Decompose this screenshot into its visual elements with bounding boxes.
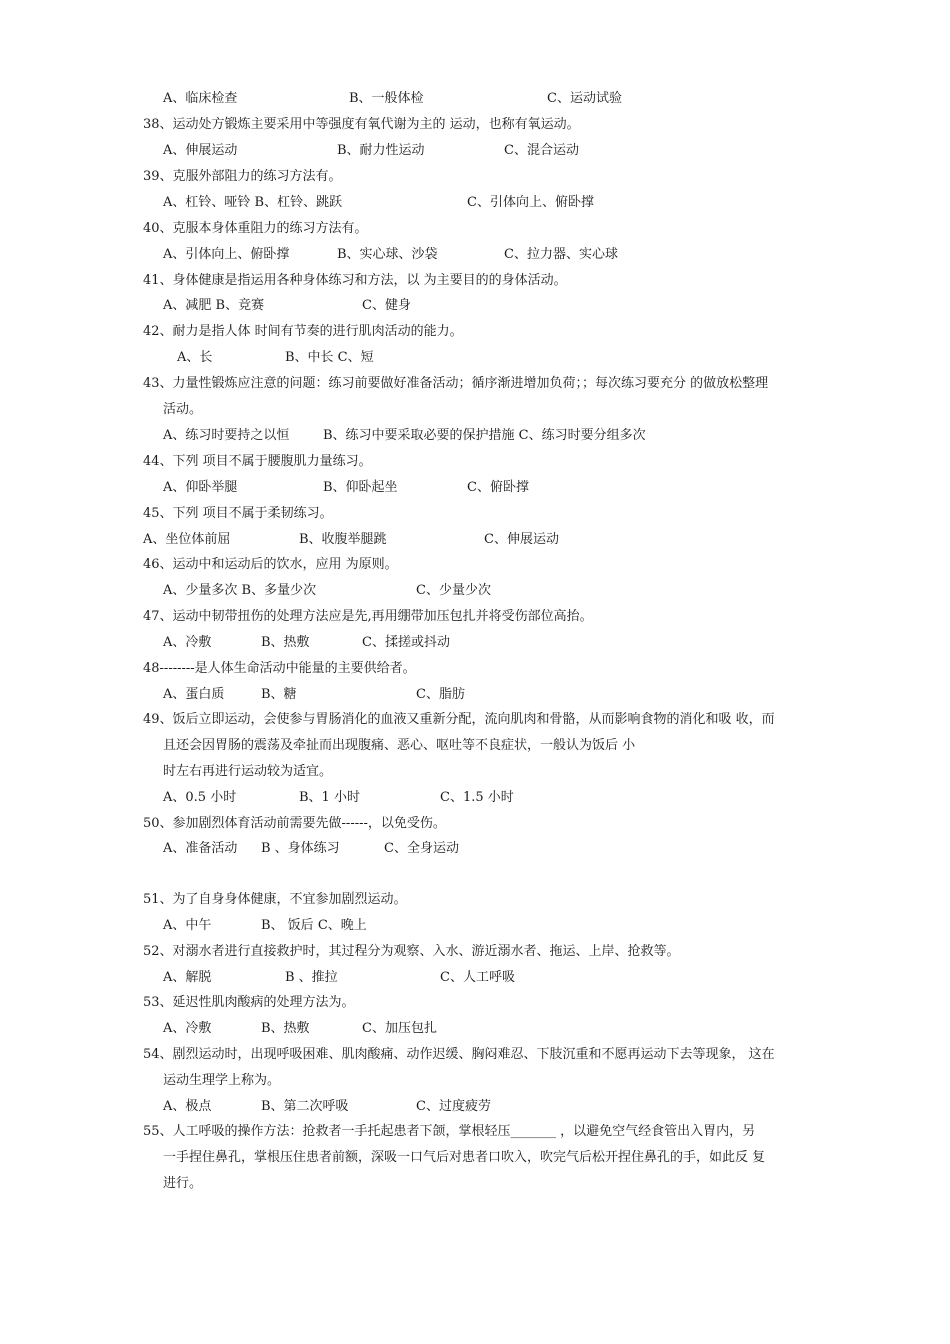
text-line <box>0 1045 950 1065</box>
line-text: 49、饭后立即运动，会使参与胃肠消化的血液又重新分配，流向肌肉和骨骼，从而影响食物的消化和吸 收，而 <box>143 712 775 727</box>
line-text: 50、参加剧烈体育活动前需要先做------，以免受伤。 <box>143 816 446 831</box>
text-line <box>0 581 950 601</box>
text-line <box>0 426 950 446</box>
text-line <box>0 296 950 316</box>
text-line <box>0 814 950 834</box>
line-text: 41、身体健康是指运用各种身体练习和方法，以 为主要目的的身体活动。 <box>143 273 567 288</box>
option-text: B、练习中要采取必要的保护措施 C、练习时要分组多次 <box>323 428 646 443</box>
text-line <box>0 633 950 653</box>
option-text: C、运动试验 <box>547 91 622 106</box>
line-text: A、蛋白质 <box>163 687 225 702</box>
option-text: C、俯卧撑 <box>467 480 529 495</box>
line-text: 时左右再进行运动较为适宜。 <box>163 764 333 779</box>
text-line <box>0 1174 950 1194</box>
option-text: B、热敷 <box>261 1021 310 1036</box>
option-text: C、引体向上、俯卧撑 <box>467 195 594 210</box>
text-line <box>0 271 950 291</box>
line-text: A、坐位体前屈 <box>143 532 231 547</box>
option-text: C、全身运动 <box>384 841 459 856</box>
option-text: B、耐力性运动 <box>337 143 425 158</box>
text-line <box>0 1122 950 1142</box>
line-text: 52、对溺水者进行直接救护时，其过程分为观察、入水、游近溺水者、拖运、上岸、抢救等。 <box>143 944 680 959</box>
option-text: C、健身 <box>362 298 411 313</box>
text-line <box>0 736 950 756</box>
line-text: 51、为了自身身体健康，不宜参加剧烈运动。 <box>143 892 407 907</box>
line-text: 45、下列 项目不属于柔韧练习。 <box>143 506 333 521</box>
line-text: A、极点 <box>163 1099 212 1114</box>
option-text: B、中长 C、短 <box>285 350 374 365</box>
text-line <box>0 685 950 705</box>
option-text: C、混合运动 <box>504 143 579 158</box>
line-text: A、伸展运动 <box>163 143 238 158</box>
option-text: B、糖 <box>261 687 297 702</box>
option-text: C、加压包扎 <box>362 1021 437 1036</box>
line-text: 42、耐力是指人体 时间有节奏的进行肌肉活动的能力。 <box>143 324 463 339</box>
option-text: B、实心球、沙袋 <box>337 247 438 262</box>
line-text: 47、运动中韧带扭伤的处理方法应是先,再用绷带加压包扎并将受伤部位高抬。 <box>143 609 593 624</box>
text-line <box>0 167 950 187</box>
option-text: B、1 小时 <box>299 790 360 805</box>
line-text: 48--------是人体生命活动中能量的主要供给者。 <box>143 661 416 676</box>
option-text: C、伸展运动 <box>484 532 559 547</box>
line-text: A、准备活动 <box>163 841 238 856</box>
line-text: 39、克服外部阻力的练习方法有。 <box>143 169 342 184</box>
text-line <box>0 968 950 988</box>
text-line <box>0 1071 950 1091</box>
text-line <box>0 993 950 1013</box>
line-text: 进行。 <box>163 1176 203 1191</box>
text-line <box>0 141 950 161</box>
text-line <box>0 322 950 342</box>
line-text: A、仰卧举腿 <box>163 480 238 495</box>
text-line <box>0 659 950 679</box>
line-text: A、杠铃、哑铃 B、杠铃、跳跃 <box>163 195 343 210</box>
option-text: C、人工呼吸 <box>440 970 515 985</box>
text-line <box>0 245 950 265</box>
line-text: A、减肥 B、竞赛 <box>163 298 265 313</box>
option-text: B、一般体检 <box>349 91 424 106</box>
text-line <box>0 504 950 524</box>
option-text: B、热敷 <box>261 635 310 650</box>
line-text: 一手捏住鼻孔，掌根压住患者前额，深吸一口气后对患者口吹入，吹完气后松开捏住鼻孔的手，如此反 复 <box>163 1150 766 1165</box>
text-line <box>0 115 950 135</box>
line-text: 53、延迟性肌肉酸病的处理方法为。 <box>143 995 355 1010</box>
text-line <box>0 607 950 627</box>
line-text: 运动生理学上称为。 <box>163 1073 281 1088</box>
text-line <box>0 400 950 420</box>
line-text: 44、下列 项目不属于腰腹肌力量练习。 <box>143 454 372 469</box>
text-line <box>0 942 950 962</box>
option-text: C、少量少次 <box>416 583 491 598</box>
line-text: 40、克服本身体重阻力的练习方法有。 <box>143 221 368 236</box>
option-text: B 、身体练习 <box>261 841 340 856</box>
text-line <box>0 89 950 109</box>
text-line <box>0 193 950 213</box>
line-text: A、0.5 小时 <box>163 790 237 805</box>
text-line <box>0 374 950 394</box>
option-text: C、脂肪 <box>416 687 465 702</box>
text-line <box>0 839 950 859</box>
line-text: A、长 <box>177 350 213 365</box>
option-text: C、拉力器、实心球 <box>504 247 618 262</box>
text-line <box>0 710 950 730</box>
line-text: 54、剧烈运动时，出现呼吸困难、肌肉酸痛、动作迟缓、胸闷难忍、下肢沉重和不愿再运动下去等现象， 这在 <box>143 1047 775 1062</box>
text-line <box>0 219 950 239</box>
text-line <box>0 890 950 910</box>
text-line <box>0 788 950 808</box>
line-text: 46、运动中和运动后的饮水，应用 为原则。 <box>143 557 398 572</box>
text-line <box>0 530 950 550</box>
line-text: 38、运动处方锻炼主要采用中等强度有氧代谢为主的 运动，也称有氧运动。 <box>143 117 580 132</box>
text-line <box>0 555 950 575</box>
option-text: B、收腹举腿跳 <box>299 532 387 547</box>
option-text: C、过度疲劳 <box>416 1099 491 1114</box>
option-text: B、 饭后 C、晚上 <box>261 918 367 933</box>
line-text: A、引体向上、俯卧撑 <box>163 247 290 262</box>
line-text: A、临床检查 <box>163 91 238 106</box>
line-text: A、冷敷 <box>163 635 212 650</box>
option-text: C、1.5 小时 <box>440 790 514 805</box>
text-line <box>0 1148 950 1168</box>
line-text: 43、力量性锻炼应注意的问题：练习前要做好准备活动；循序渐进增加负荷；；每次练习要充分 的做放松整理 <box>143 376 769 391</box>
line-text: A、中午 <box>163 918 212 933</box>
text-line <box>0 348 950 368</box>
line-text: A、冷敷 <box>163 1021 212 1036</box>
text-line <box>0 478 950 498</box>
option-text: C、揉搓或抖动 <box>362 635 450 650</box>
text-line <box>0 1019 950 1039</box>
option-text: B、第二次呼吸 <box>261 1099 349 1114</box>
line-text: 活动。 <box>163 402 203 417</box>
option-text: B、仰卧起坐 <box>323 480 398 495</box>
text-line <box>0 916 950 936</box>
line-text: A、练习时要持之以恒 <box>163 428 290 443</box>
line-text: 且还会因胃肠的震荡及牵扯而出现腹痛、恶心、呕吐等不良症状，一般认为饭后 小 <box>163 738 636 753</box>
line-text: 55、人工呼吸的操作方法：抢救者一手托起患者下颌，掌根轻压_______ ，以避免空气经食管出入胃内，另 <box>143 1124 756 1139</box>
text-line <box>0 762 950 782</box>
text-line <box>0 1097 950 1117</box>
line-text: A、少量多次 B、多量少次 <box>163 583 317 598</box>
option-text: B 、推拉 <box>285 970 338 985</box>
text-line <box>0 452 950 472</box>
line-text: A、解脱 <box>163 970 212 985</box>
